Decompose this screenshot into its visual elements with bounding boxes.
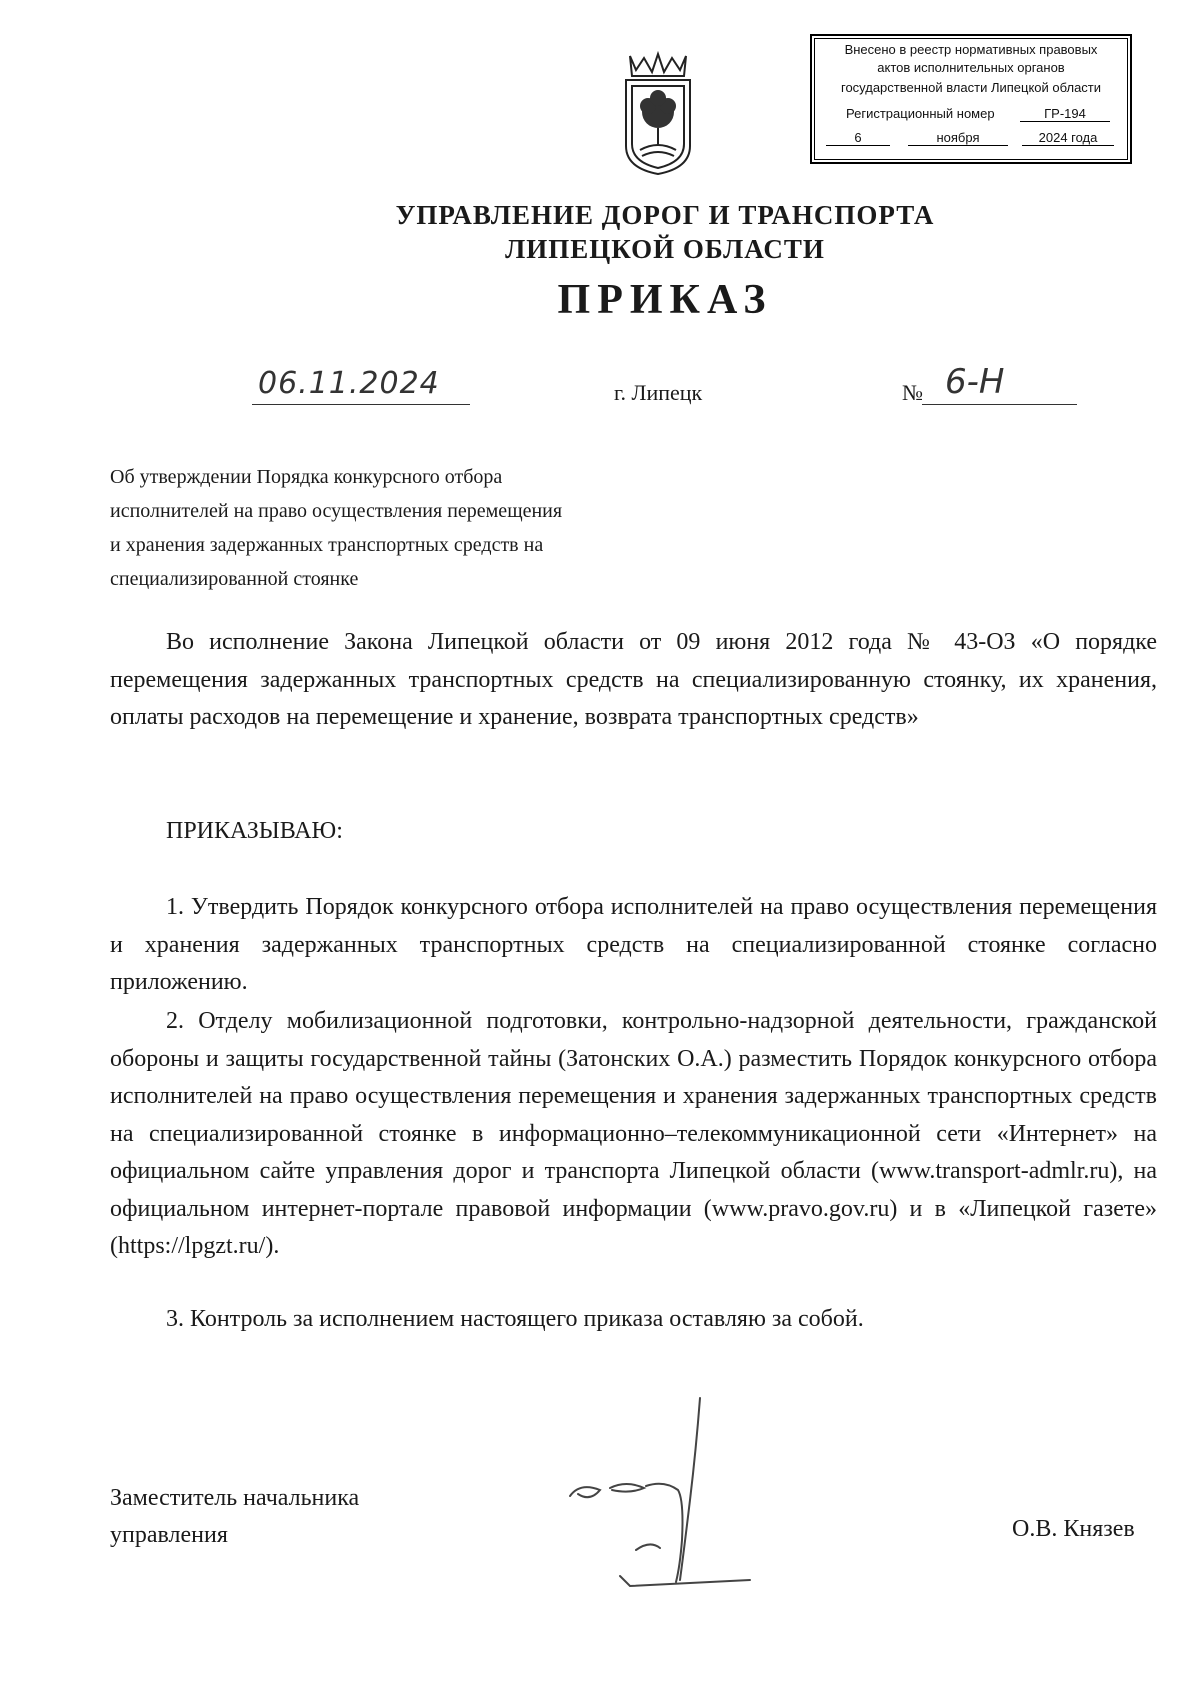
document-type-title: ПРИКАЗ xyxy=(557,277,773,323)
stamp-line-1: Внесено в реестр нормативных правовых xyxy=(844,42,1098,57)
stamp-reg-label: Регистрационный номер xyxy=(846,106,995,121)
order-word: ПРИКАЗЫВАЮ: xyxy=(166,818,343,844)
document-date: 06.11.2024 xyxy=(258,366,440,401)
signer-position-line1: Заместитель начальника xyxy=(110,1485,360,1511)
signer-name: О.В. Князев xyxy=(1012,1516,1135,1542)
document-subject xyxy=(110,460,690,596)
subject-line: Об утверждении Порядка конкурсного отбора xyxy=(110,466,503,488)
order-item-3: 3. Контроль за исполнением настоящего приказа оставляю за собой. xyxy=(166,1306,864,1332)
document-number: 6-Н xyxy=(945,362,1005,402)
organization-name-line1: УПРАВЛЕНИЕ ДОРОГ И ТРАНСПОРТА xyxy=(395,200,935,230)
stamp-day: 6 xyxy=(826,130,890,146)
registry-stamp xyxy=(810,34,1132,164)
subject-line: исполнителей на право осуществления перемещения xyxy=(110,500,563,522)
subject-line: и хранения задержанных транспортных средств на xyxy=(110,534,544,556)
stamp-month: ноября xyxy=(908,130,1008,146)
signer-position xyxy=(110,1480,359,1554)
stamp-line-3: государственной власти Липецкой области xyxy=(840,80,1102,95)
stamp-year: 2024 года xyxy=(1022,130,1114,146)
order-item-1: 1. Утвердить Порядок конкурсного отбора исполнителей на право осуществления перемещения и хранения задержанных транспортных средств на специализированной стоянке согласно приложению. xyxy=(110,894,1157,995)
document-city: г. Липецк xyxy=(614,380,703,405)
signer-position-line2: управления xyxy=(110,1522,228,1548)
organization-name-line2: ЛИПЕЦКОЙ ОБЛАСТИ xyxy=(505,234,825,264)
coat-of-arms-icon xyxy=(614,50,702,178)
subject-line: специализированной стоянке xyxy=(110,568,359,590)
stamp-reg-number: ГР-194 xyxy=(1020,106,1110,122)
number-sign: № xyxy=(902,380,923,405)
preamble-paragraph: Во исполнение Закона Липецкой области от 09 июня 2012 года № 43-ОЗ «О порядке перемещения задержанных транспортных средств на специализированную стоянку, их хранения, оплаты расходов на перемещение и хранение, возврата транспортных средств» xyxy=(110,629,1157,730)
handwritten-signature xyxy=(560,1390,760,1600)
stamp-line-2: актов исполнительных органов xyxy=(877,60,1065,75)
order-item-2: 2. Отделу мобилизационной подготовки, контрольно-надзорной деятельности, гражданской обороны и защиты государственной тайны (Затонских О.А.) разместить Порядок конкурсного отбора исполнителей на право осуществления перемещения и хранения задержанных транспортных средств на специализированной стоянке в информационно–телекоммуникационной сети «Интернет» на официальном сайте управления дорог и транспорта Липецкой области (www.transport-admlr.ru), на официальном интернет-портале правовой информации (www.pravo.gov.ru) и в «Липецкой газете» (https://lpgzt.ru/). xyxy=(110,1008,1157,1259)
